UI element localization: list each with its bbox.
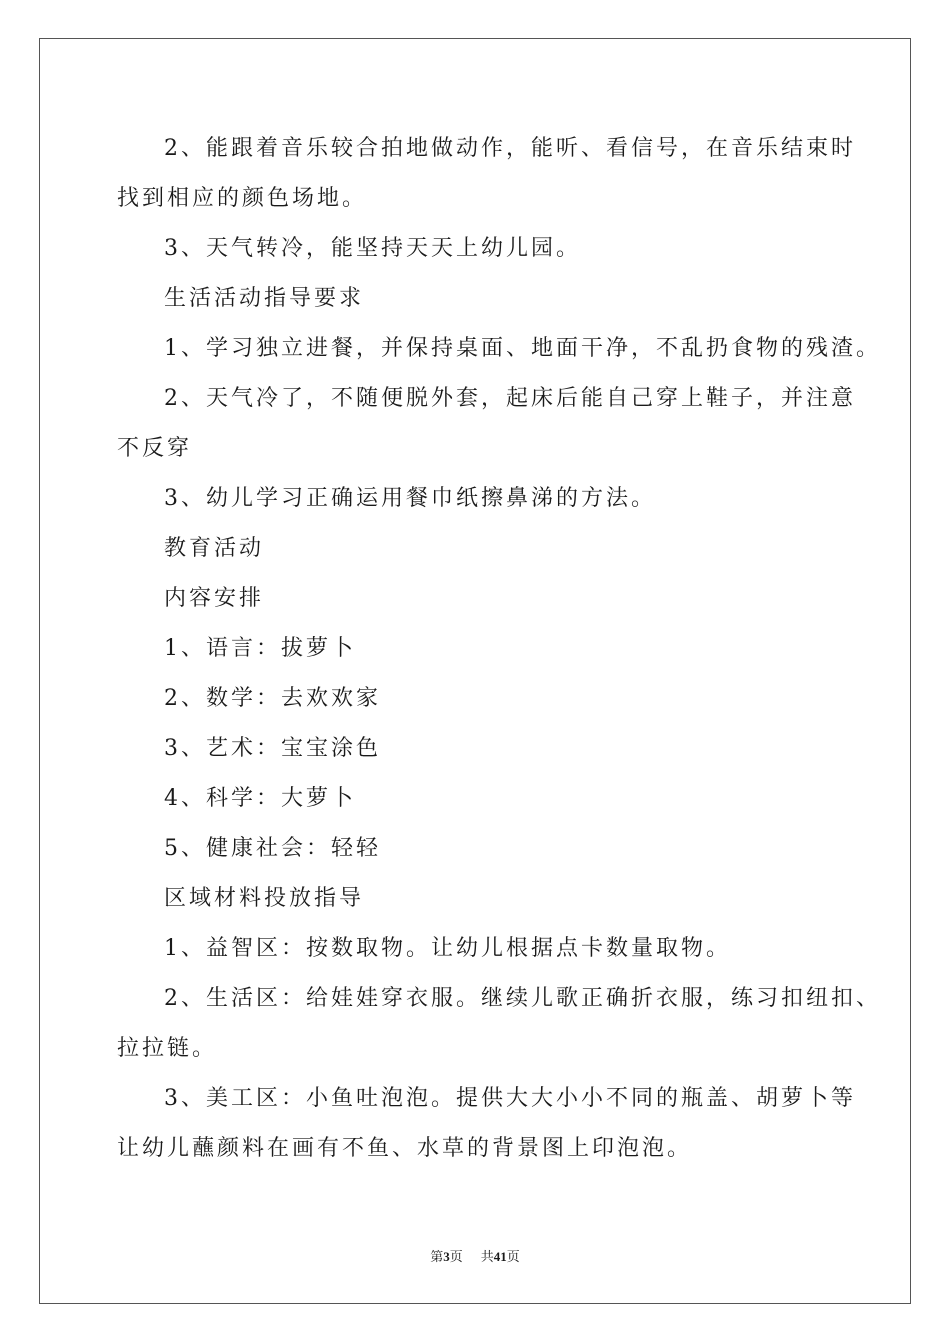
text-line: 3、天气转冷，能坚持天天上幼儿园。 [164,236,581,261]
section-heading: 生活活动指导要求 [164,286,365,311]
text-line: 1、益智区：按数取物。让幼儿根据点卡数量取物。 [164,936,731,961]
section-heading: 内容安排 [164,586,265,611]
footer-total-unit: 页 [506,1249,520,1264]
footer-prefix: 第 [430,1249,444,1264]
list-item: 1、语言：拔萝卜 [164,636,356,661]
text-line: 3、美工区：小鱼吐泡泡。提供大大小小不同的瓶盖、胡萝卜等 [164,1086,856,1111]
text-line: 2、天气冷了，不随便脱外套，起床后能自己穿上鞋子，并注意 [164,386,856,411]
section-heading: 教育活动 [164,536,265,561]
list-item: 4、科学：大萝卜 [164,786,356,811]
page-footer [0,1246,950,1265]
text-line: 拉拉链。 [117,1036,218,1061]
list-item: 3、艺术：宝宝涂色 [164,736,381,761]
section-heading: 区域材料投放指导 [164,886,365,911]
total-page-count: 41 [493,1249,507,1264]
document-body [117,124,881,1174]
text-line: 1、学习独立进餐，并保持桌面、地面干净，不乱扔食物的残渣。 [164,336,881,361]
text-line: 2、能跟着音乐较合拍地做动作，能听、看信号，在音乐结束时 [164,136,856,161]
text-line: 找到相应的颜色场地。 [117,186,368,211]
text-line: 让幼儿蘸颜料在画有不鱼、水草的背景图上印泡泡。 [117,1136,693,1161]
text-line: 3、幼儿学习正确运用餐巾纸擦鼻涕的方法。 [164,486,656,511]
footer-page-unit: 页 [449,1249,463,1264]
footer-total-prefix: 共 [480,1249,494,1264]
text-line: 不反穿 [117,436,193,461]
list-item: 2、数学：去欢欢家 [164,686,381,711]
list-item: 5、健康社会：轻轻 [164,836,381,861]
current-page-number: 3 [443,1249,450,1264]
text-line: 2、生活区：给娃娃穿衣服。继续儿歌正确折衣服，练习扣纽扣、 [164,986,881,1011]
